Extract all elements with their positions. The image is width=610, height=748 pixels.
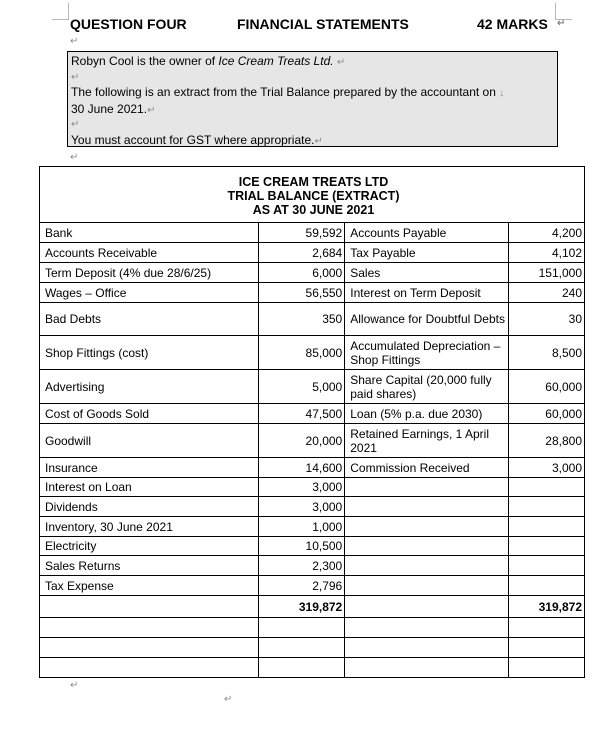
empty-cell	[345, 618, 509, 638]
credit-amount	[509, 537, 585, 556]
debit-amount: 10,500	[259, 537, 345, 556]
company-title: ICE CREAM TREATS LTD	[238, 174, 389, 189]
credit-amount	[509, 497, 585, 517]
debit-account-label: Bad Debts	[40, 303, 259, 336]
intro-line-gst: You must account for GST where appropriate.↵	[71, 132, 323, 147]
debit-account-label: Accounts Receivable	[40, 243, 259, 263]
debit-account-label: Shop Fittings (cost)	[40, 336, 259, 370]
empty-cell	[345, 638, 509, 658]
debit-account-label: Wages – Office	[40, 283, 259, 303]
debit-amount: 14,600	[259, 458, 345, 478]
question-header	[70, 16, 568, 36]
credit-amount: 28,800	[509, 424, 585, 458]
empty-cell	[509, 658, 585, 678]
empty-cell	[509, 638, 585, 658]
credit-account-label	[345, 478, 509, 497]
question-number: QUESTION FOUR	[70, 16, 187, 32]
debit-amount: 3,000	[259, 478, 345, 497]
credit-amount: 60,000	[509, 370, 585, 404]
credit-account-label	[345, 497, 509, 517]
empty-cell	[40, 658, 259, 678]
debit-amount: 350	[259, 303, 345, 336]
debit-amount: 20,000	[259, 424, 345, 458]
credit-account-label: Commission Received	[345, 458, 509, 478]
empty-row	[40, 638, 585, 658]
empty-cell	[509, 618, 585, 638]
table-row	[40, 336, 585, 370]
debit-amount: 47,500	[259, 404, 345, 424]
table-row	[40, 424, 585, 458]
intro-line-extract: The following is an extract from the Trial Balance prepared by the accountant on ↓	[71, 85, 505, 100]
debit-account-label: Insurance	[40, 458, 259, 478]
table-row	[40, 517, 585, 537]
credit-account-label: Loan (5% p.a. due 2030)	[345, 404, 509, 424]
credit-amount: 8,500	[509, 336, 585, 370]
paragraph-mark-icon: ↵	[70, 680, 79, 691]
report-date: AS AT 30 JUNE 2021	[252, 202, 375, 217]
credit-account-label: Accounts Payable	[345, 223, 509, 243]
report-title: TRIAL BALANCE (EXTRACT)	[227, 188, 400, 203]
credit-account-label: Accumulated Depreciation – Shop Fittings	[345, 336, 509, 370]
credit-account-label: Retained Earnings, 1 April 2021	[345, 424, 509, 458]
total-credit: 319,872	[509, 596, 585, 618]
debit-amount: 2,684	[259, 243, 345, 263]
empty-cell	[259, 618, 345, 638]
empty-cell	[345, 658, 509, 678]
credit-amount: 30	[509, 303, 585, 336]
credit-amount: 4,102	[509, 243, 585, 263]
table-row	[40, 303, 585, 336]
paragraph-mark-icon: ↵	[557, 18, 566, 29]
debit-account-label: Tax Expense	[40, 576, 259, 596]
totals-credit-label	[345, 596, 509, 618]
table-row	[40, 458, 585, 478]
debit-amount: 5,000	[259, 370, 345, 404]
credit-account-label: Sales	[345, 263, 509, 283]
debit-account-label: Interest on Loan	[40, 478, 259, 497]
table-row	[40, 404, 585, 424]
empty-row	[40, 658, 585, 678]
table-row	[40, 283, 585, 303]
debit-account-label: Cost of Goods Sold	[40, 404, 259, 424]
totals-row	[40, 596, 585, 618]
credit-account-label	[345, 556, 509, 576]
debit-account-label: Electricity	[40, 537, 259, 556]
credit-amount: 240	[509, 283, 585, 303]
debit-account-label: Goodwill	[40, 424, 259, 458]
intro-line-owner: Robyn Cool is the owner of Ice Cream Treats Ltd. ↵	[71, 54, 346, 68]
empty-cell	[40, 618, 259, 638]
debit-amount: 2,796	[259, 576, 345, 596]
credit-amount	[509, 478, 585, 497]
question-title: FINANCIAL STATEMENTS	[237, 16, 409, 32]
trial-balance-table	[39, 166, 585, 678]
debit-amount: 59,592	[259, 223, 345, 243]
credit-amount	[509, 576, 585, 596]
debit-amount: 85,000	[259, 336, 345, 370]
total-debit: 319,872	[259, 596, 345, 618]
credit-account-label: Interest on Term Deposit	[345, 283, 509, 303]
table-row	[40, 223, 585, 243]
table-row	[40, 263, 585, 283]
table-row	[40, 370, 585, 404]
credit-amount	[509, 556, 585, 576]
table-row	[40, 576, 585, 596]
trial-balance-heading	[40, 167, 585, 223]
debit-account-label: Term Deposit (4% due 28/6/25)	[40, 263, 259, 283]
credit-account-label: Tax Payable	[345, 243, 509, 263]
table-row	[40, 556, 585, 576]
credit-account-label: Allowance for Doubtful Debts	[345, 303, 509, 336]
debit-amount: 1,000	[259, 517, 345, 537]
debit-amount: 3,000	[259, 497, 345, 517]
credit-amount: 3,000	[509, 458, 585, 478]
debit-account-label: Dividends	[40, 497, 259, 517]
totals-label	[40, 596, 259, 618]
paragraph-mark-icon: ↵	[224, 694, 233, 705]
intro-box: Robyn Cool is the owner of Ice Cream Treats Ltd. ↵ ↵ The following is an extract from the Trial Balance prepared by the accountant on ↓ 30 June 2021.↵ ↵ You must account for GST where appropriate.↵	[67, 51, 558, 147]
company-name: Ice Cream Treats Ltd.	[218, 54, 334, 68]
debit-account-label: Inventory, 30 June 2021	[40, 517, 259, 537]
page-corner-mark-left	[52, 3, 69, 20]
debit-amount: 2,300	[259, 556, 345, 576]
paragraph-mark-icon: ↵	[70, 152, 79, 163]
paragraph-mark-icon: ↵	[70, 36, 79, 47]
question-marks: 42 MARKS	[477, 16, 548, 32]
table-row	[40, 537, 585, 556]
empty-cell	[40, 638, 259, 658]
empty-cell	[259, 638, 345, 658]
empty-row	[40, 618, 585, 638]
debit-amount: 6,000	[259, 263, 345, 283]
empty-cell	[259, 658, 345, 678]
credit-amount: 4,200	[509, 223, 585, 243]
credit-amount: 60,000	[509, 404, 585, 424]
table-row	[40, 478, 585, 497]
table-row	[40, 497, 585, 517]
credit-account-label	[345, 537, 509, 556]
credit-account-label	[345, 517, 509, 537]
intro-line-date: 30 June 2021.↵	[71, 101, 156, 116]
debit-amount: 56,550	[259, 283, 345, 303]
debit-account-label: Sales Returns	[40, 556, 259, 576]
credit-amount	[509, 517, 585, 537]
credit-amount: 151,000	[509, 263, 585, 283]
credit-account-label: Share Capital (20,000 fully paid shares)	[345, 370, 509, 404]
table-row	[40, 243, 585, 263]
debit-account-label: Bank	[40, 223, 259, 243]
debit-account-label: Advertising	[40, 370, 259, 404]
credit-account-label	[345, 576, 509, 596]
